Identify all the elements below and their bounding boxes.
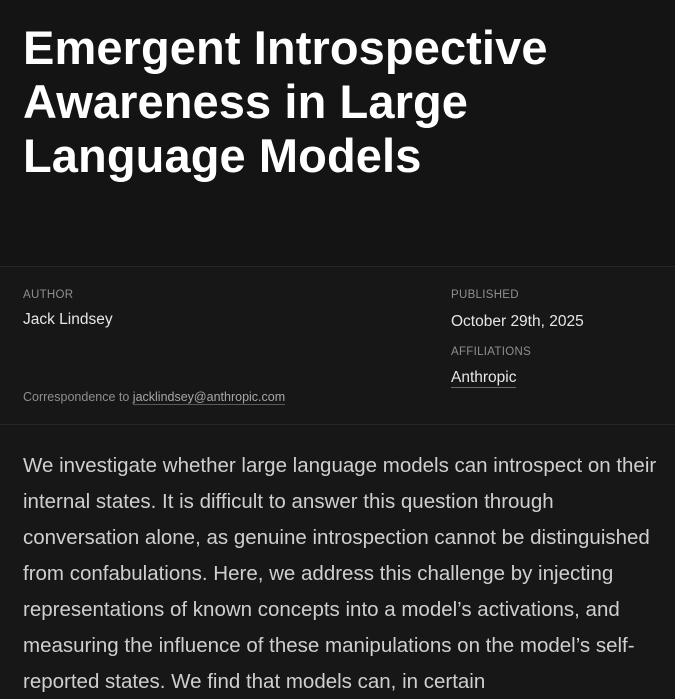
title-section: [0, 0, 675, 266]
correspondence: [23, 390, 285, 404]
published-date: October 29th, 2025: [451, 313, 584, 330]
correspondence-prefix: Correspondence to: [23, 390, 133, 404]
byline: [0, 266, 675, 425]
affiliation: [451, 369, 516, 387]
published-label: PUBLISHED: [451, 289, 519, 301]
page-title: Emergent Introspective Awareness in Large Language Models: [23, 21, 548, 182]
author-name: Jack Lindsey: [23, 311, 113, 328]
author-label: AUTHOR: [23, 289, 74, 301]
affiliations-label: AFFILIATIONS: [451, 346, 532, 358]
abstract: We investigate whether large language models can introspect on their internal states. It is difficult to answer this question through conversation alone, as genuine introspection cannot be distinguished from confabulations. Here, we address this challenge by injecting representations of known concepts into a model’s activations, and measuring the influence of these manipulations on the model’s self-reported states. We find that models can, in certain: [23, 454, 657, 693]
correspondence-email-link[interactable]: jacklindsey@anthropic.com: [132, 390, 286, 404]
affiliation-link[interactable]: Anthropic: [451, 369, 517, 386]
